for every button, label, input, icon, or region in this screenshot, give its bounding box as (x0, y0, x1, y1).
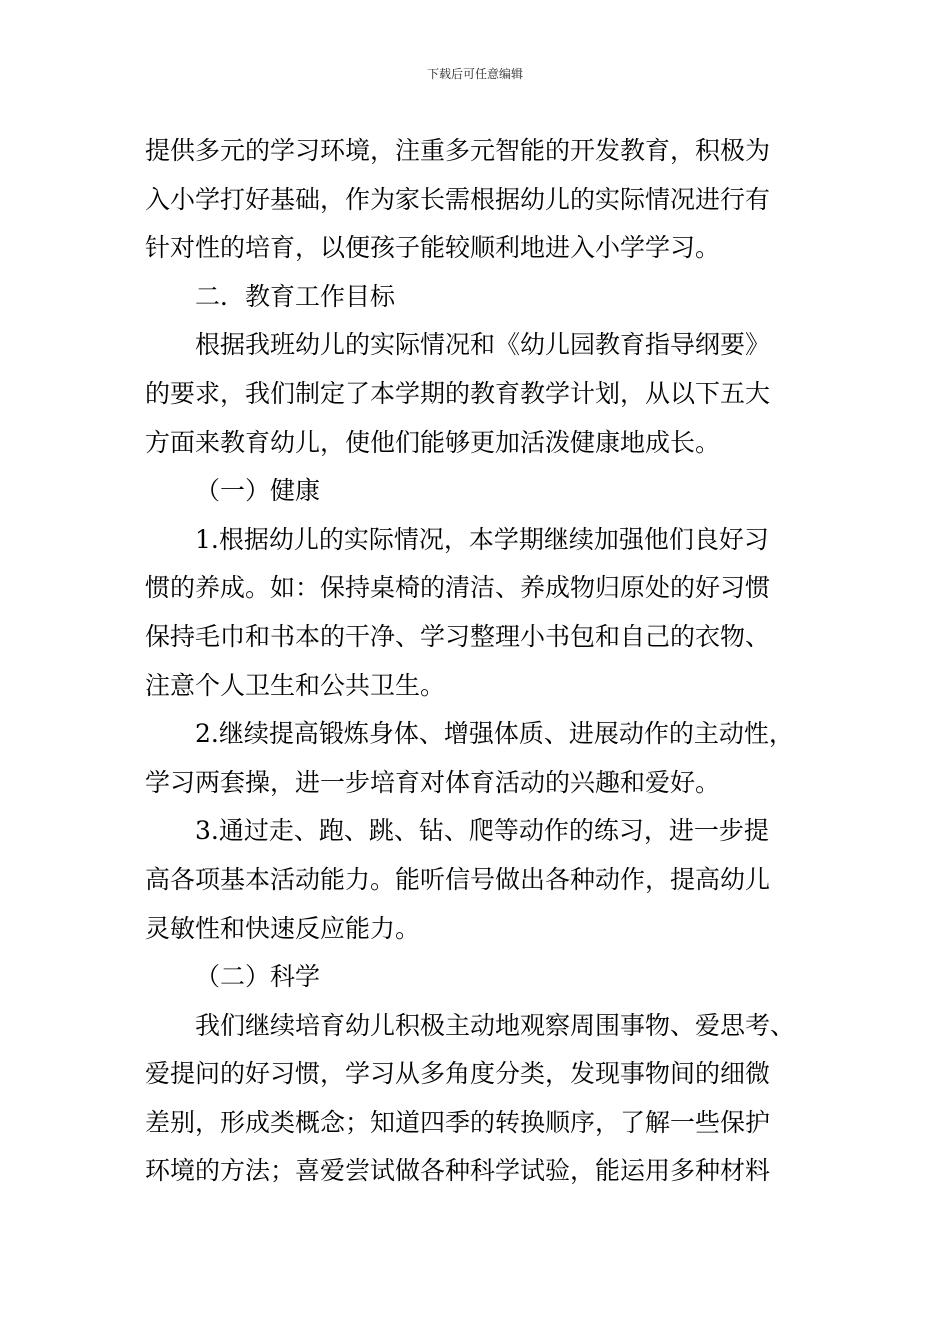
document-body (145, 127, 810, 1196)
text-line: 二．教育工作目标 (195, 281, 396, 311)
text-line: 入小学打好基础，作为家长需根据幼儿的实际情况进行有 (145, 184, 771, 214)
text-line: 提供多元的学习环境，注重多元智能的开发教育，积极为 (145, 136, 771, 165)
text-line: 惯的养成。如：保持桌椅的清洁、养成物归原处的好习惯 (145, 573, 771, 603)
text-line: 学习两套操，进一步培育对体育活动的兴趣和爱好。 (145, 767, 721, 797)
text-line: 根据我班幼儿的实际情况和《幼儿园教育指导纲要》 (195, 330, 771, 360)
text-line: 3.通过走、跑、跳、钻、爬等动作的练习，进一步提 (195, 816, 769, 846)
text-line: 高各项基本活动能力。能听信号做出各种动作，提高幼儿 (145, 864, 771, 894)
text-line: 灵敏性和快速反应能力。 (145, 913, 421, 943)
text-line: 注意个人卫生和公共卫生。 (145, 670, 446, 700)
text-line: 针对性的培育，以便孩子能较顺利地进入小学学习。 (145, 233, 721, 263)
text-line: 爱提问的好习惯，学习从多角度分类，发现事物间的细微 (145, 1059, 771, 1089)
text-line: 环境的方法；喜爱尝试做各种科学试验，能运用多种材料 (145, 1156, 771, 1186)
text-line: 1.根据幼儿的实际情况，本学期继续加强他们良好习 (195, 524, 769, 554)
text-line: 保持毛巾和书本的干净、学习整理小书包和自己的衣物、 (145, 621, 771, 651)
text-line: 2.继续提高锻炼身体、增强体质、进展动作的主动性， (195, 719, 794, 749)
text-line: 我们继续培育幼儿积极主动地观察周围事物、爱思考、 (195, 1010, 796, 1040)
page-header-note: 下载后可任意编辑 (426, 67, 523, 81)
text-line: 差别，形成类概念；知道四季的转换顺序，了解一些保护 (145, 1107, 771, 1137)
text-line: （二）科学 (195, 962, 321, 992)
text-line: （一）健康 (195, 476, 321, 506)
text-line: 的要求，我们制定了本学期的教育教学计划，从以下五大 (145, 378, 771, 408)
text-line: 方面来教育幼儿，使他们能够更加活泼健康地成长。 (145, 427, 721, 457)
